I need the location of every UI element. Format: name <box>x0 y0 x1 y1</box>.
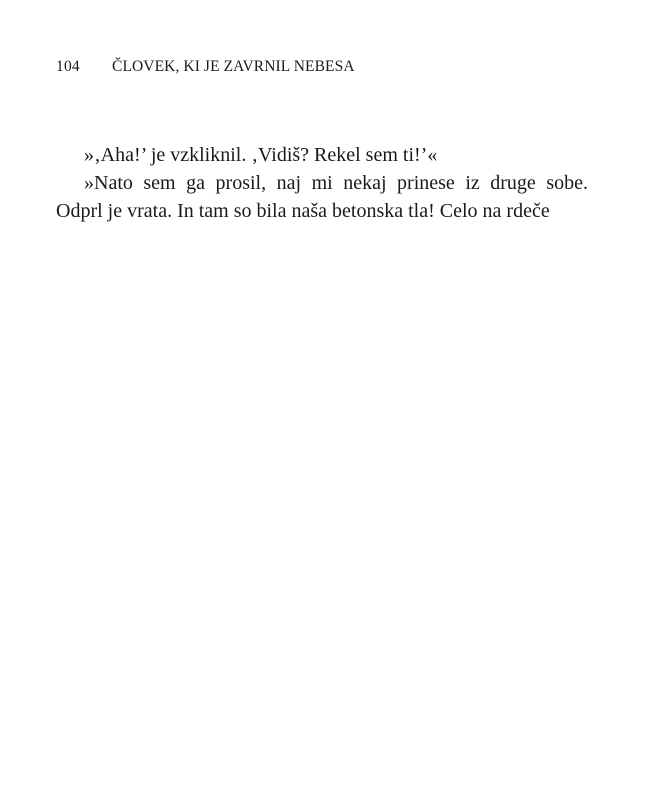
paragraph-2-line-1: »Nato sem ga prosil, naj mi nekaj prinese iz druge sobe. <box>84 172 588 194</box>
book-title: ČLOVEK, KI JE ZAVRNIL NEBESA <box>112 58 355 75</box>
page-number: 104 <box>56 58 80 75</box>
paragraph-2-line-2: Odprl je vrata. In tam so bila naša betonska tla! Celo na rdeče <box>56 200 550 222</box>
paragraph-2 <box>56 169 588 225</box>
running-head <box>56 57 596 77</box>
paragraph-1: »‚Aha!’ je vzkliknil. ‚Vidiš? Rekel sem ti!’« <box>84 144 438 166</box>
body-text <box>56 141 588 225</box>
